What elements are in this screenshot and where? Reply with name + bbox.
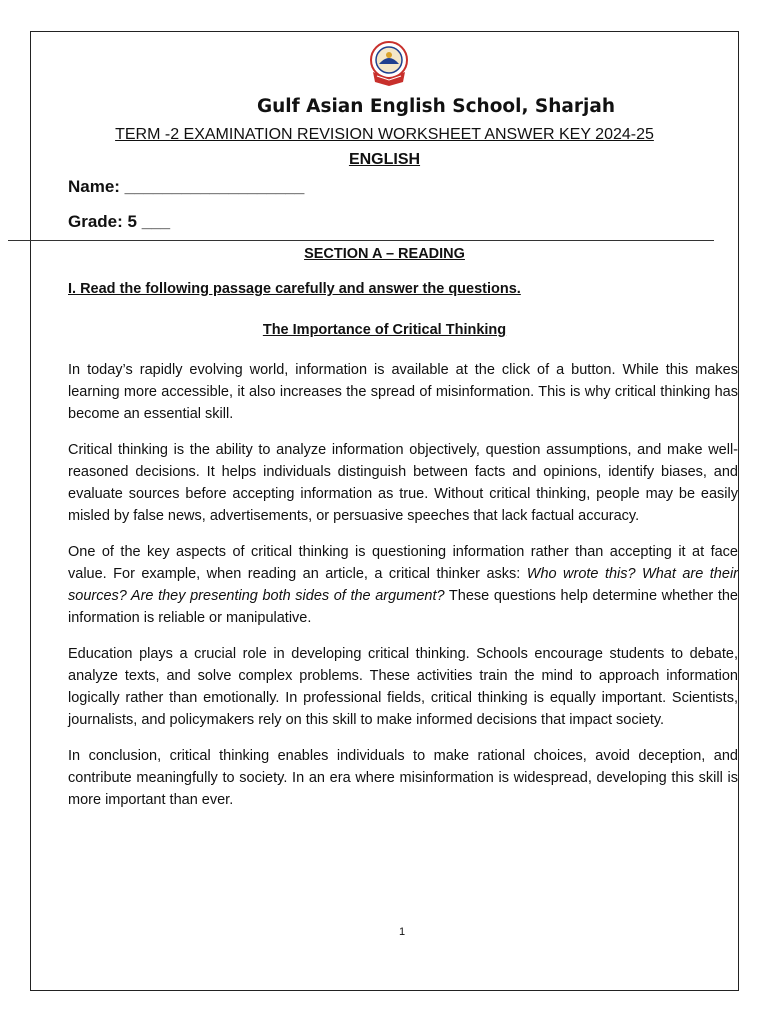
- passage-paragraph-5: In conclusion, critical thinking enables individuals to make rational choices, avoid deception, and contribute meaningfully to society. In an era where misinformation is widespread, developing this skill is more important than ever.: [68, 748, 738, 808]
- instruction: I. Read the following passage carefully and answer the questions.: [68, 281, 521, 297]
- passage-paragraph-4: Education plays a crucial role in developing critical thinking. Schools encourage students to debate, analyze texts, and solve complex problems. These activities train the mind to approach information logically rather than emotionally. In professional fields, critical thinking is equally important. Scientists, journalists, and policymakers rely on this skill to make informed decisions that impact society.: [68, 646, 738, 728]
- grade-field: Grade: 5 ___: [68, 212, 171, 231]
- passage-paragraph-1: In today’s rapidly evolving world, information is available at the click of a button. While this makes learning more accessible, it also increases the spread of misinformation. This is why critical thinking has become an essential skill.: [68, 362, 738, 422]
- exam-title: TERM -2 EXAMINATION REVISION WORKSHEET ANSWER KEY 2024-25: [115, 126, 654, 143]
- subject-title: ENGLISH: [348, 151, 421, 168]
- passage-paragraph-2: Critical thinking is the ability to analyze information objectively, question assumptions, and make well-reasoned decisions. It helps individuals distinguish between facts and opinions, identify biases, and evaluate sources before accepting information as true. Without critical thinking, people may be easily misled by false news, advertisements, or persuasive speeches that lack factual accuracy.: [68, 442, 738, 524]
- paragraph-3-questions: Who wrote this? What are their sources? Are they presenting both sides of the argument?: [68, 566, 738, 604]
- name-field: Name: ___________________: [68, 177, 305, 196]
- page-number: 1: [398, 926, 406, 938]
- divider-line: [8, 240, 714, 241]
- passage-paragraph-3: [68, 541, 738, 629]
- section-title: SECTION A – READING: [304, 246, 465, 262]
- passage: [68, 359, 738, 825]
- paragraph-3-end: These questions help determine whether the information is reliable or manipulative.: [68, 588, 738, 626]
- paragraph-3-start: One of the key aspects of critical thinking is questioning information rather than accepting it at face value. For example, when reading an article, a critical thinker asks:: [68, 544, 738, 582]
- passage-title: The Importance of Critical Thinking: [262, 322, 507, 338]
- school-name: Gulf Asian English School, Sharjah: [256, 96, 616, 117]
- school-logo: [367, 38, 411, 86]
